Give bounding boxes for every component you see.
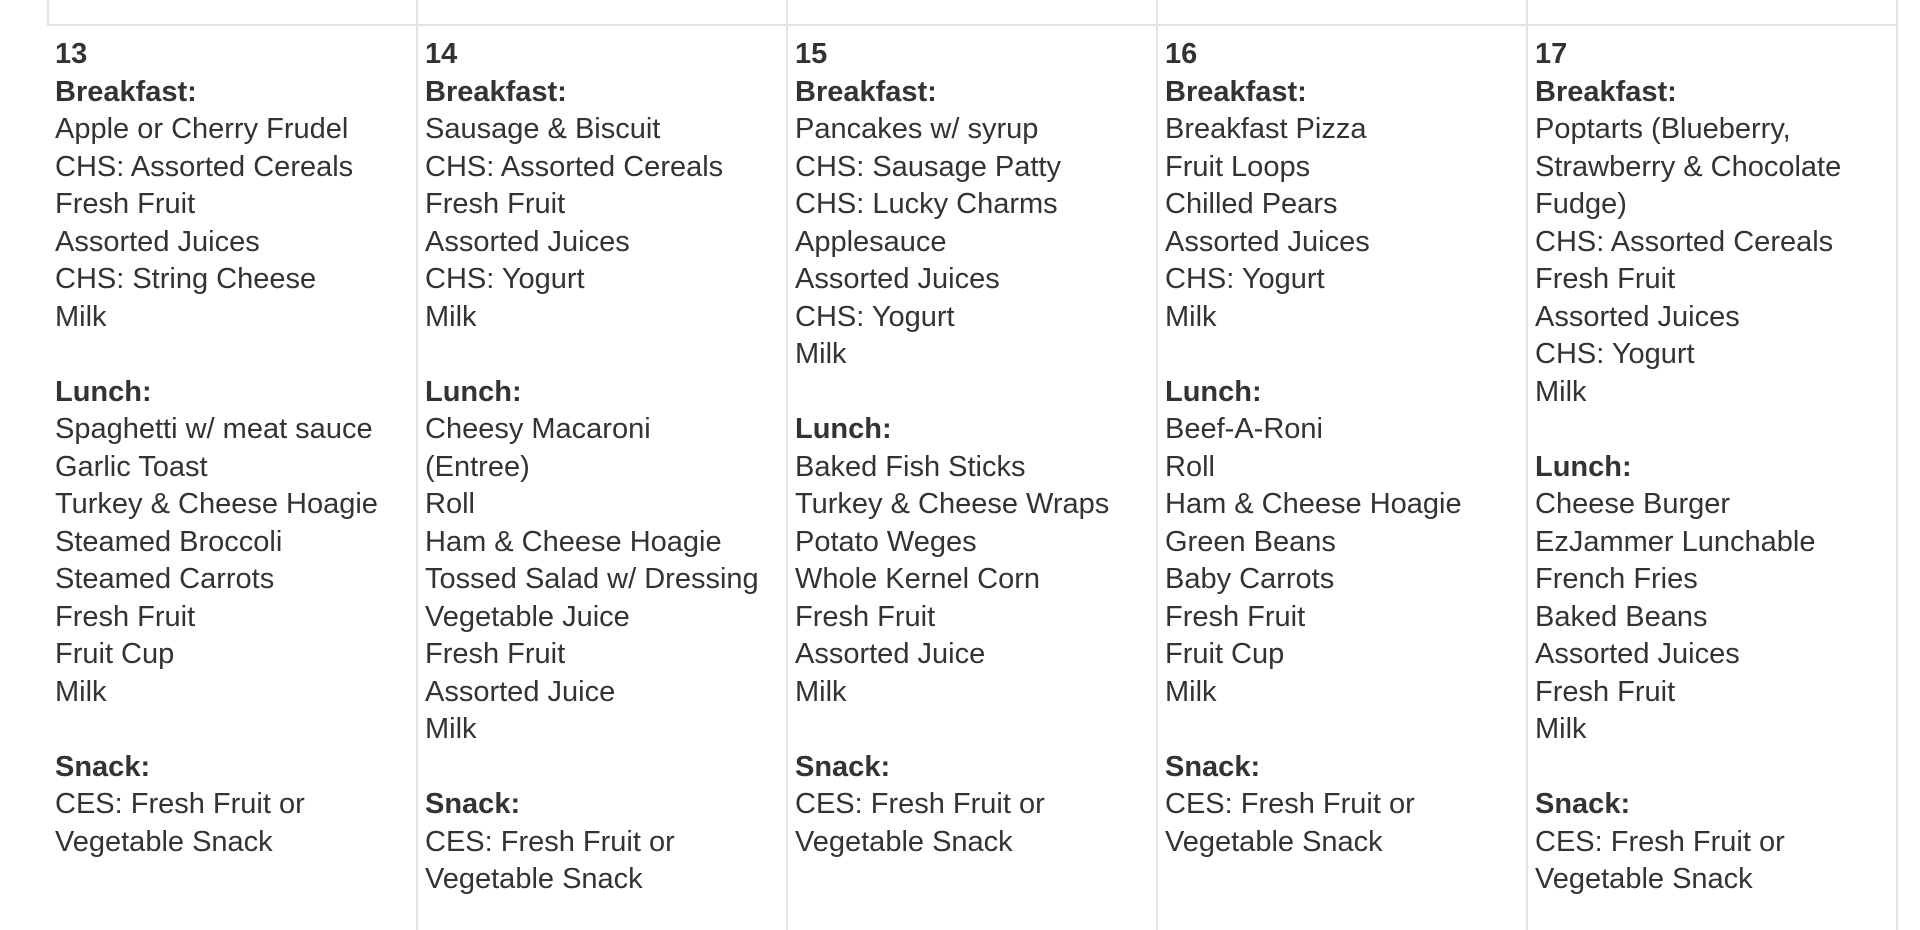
lunch-heading: Lunch: (55, 375, 152, 408)
menu-item: Turkey & Cheese Wraps (795, 488, 1110, 520)
menu-item: Assorted Juice (795, 638, 986, 670)
snack-heading: Snack: (795, 750, 891, 783)
snack-section (1165, 749, 1525, 862)
menu-item: Green Beans (1165, 525, 1336, 558)
menu-item: Breakfast Pizza (1165, 113, 1367, 145)
menu-item: French Fries (1535, 563, 1698, 595)
menu-item: Poptarts (Blueberry, Strawberry & Chocolate Fudge) (1535, 113, 1842, 220)
day-divider (48, 24, 418, 26)
snack-heading: Snack: (1535, 788, 1631, 820)
menu-item: Ham & Cheese Hoagie (1165, 488, 1462, 520)
menu-item: CHS: Yogurt (1535, 338, 1695, 370)
breakfast-section (795, 74, 1155, 374)
menu-item: Milk (55, 675, 107, 708)
menu-item: Fresh Fruit (425, 188, 566, 220)
snack-section (1535, 786, 1895, 899)
menu-item: Spaghetti w/ meat sauce (55, 413, 373, 445)
breakfast-section (1165, 74, 1525, 337)
day-cell-15 (788, 0, 1158, 930)
menu-item: Cheesy Macaroni (Entree) (425, 413, 651, 483)
menu-item: CES: Fresh Fruit or Vegetable Snack (795, 788, 1045, 858)
menu-item: Assorted Juices (795, 263, 1000, 295)
menu-item: Milk (795, 675, 847, 708)
menu-item: Milk (1165, 675, 1217, 708)
day-content (1535, 36, 1895, 899)
menu-item: CHS: Assorted Cereals (1535, 225, 1834, 258)
menu-item: EzJammer Lunchable (1535, 525, 1816, 558)
menu-item: CHS: Yogurt (795, 300, 955, 333)
menu-item: Applesauce (795, 225, 947, 258)
day-content (425, 36, 785, 899)
menu-item: Fruit Cup (55, 638, 175, 670)
menu-item: Roll (425, 488, 475, 520)
menu-item: CES: Fresh Fruit or Vegetable Snack (1535, 825, 1785, 895)
snack-section (795, 749, 1155, 862)
menu-item: Milk (1535, 375, 1587, 408)
menu-item: Assorted Juices (1165, 225, 1370, 258)
day-cell-14 (418, 0, 788, 930)
day-divider (1158, 24, 1528, 26)
day-number: 14 (425, 38, 458, 70)
menu-item: Roll (1165, 450, 1215, 483)
menu-item: Fresh Fruit (55, 600, 196, 633)
day-cell-17 (1528, 0, 1898, 930)
menu-item: Fruit Loops (1165, 150, 1311, 183)
menu-item: Milk (55, 300, 107, 333)
lunch-section (795, 411, 1155, 711)
day-divider (418, 24, 788, 26)
snack-heading: Snack: (425, 788, 521, 820)
breakfast-section (1535, 74, 1895, 412)
lunch-heading: Lunch: (1165, 375, 1262, 408)
menu-item: Fresh Fruit (55, 188, 196, 220)
menu-item: Vegetable Juice (425, 600, 630, 633)
breakfast-section (425, 74, 785, 337)
menu-item: Garlic Toast (55, 450, 208, 483)
day-number: 17 (1535, 38, 1568, 70)
menu-item: Baked Beans (1535, 600, 1708, 633)
breakfast-heading: Breakfast: (1535, 75, 1677, 108)
menu-item: CHS: String Cheese (55, 263, 317, 295)
day-number: 16 (1165, 38, 1198, 70)
day-number: 13 (55, 38, 88, 70)
breakfast-heading: Breakfast: (795, 75, 937, 108)
menu-item: Turkey & Cheese Hoagie (55, 488, 378, 520)
menu-item: Baby Carrots (1165, 563, 1335, 595)
menu-item: Baked Fish Sticks (795, 450, 1026, 483)
menu-item: Assorted Juices (1535, 638, 1740, 670)
lunch-section (55, 374, 415, 712)
day-number: 15 (795, 38, 828, 70)
day-content (1165, 36, 1525, 861)
menu-item: Milk (795, 338, 847, 370)
menu-item: CES: Fresh Fruit or Vegetable Snack (425, 825, 675, 895)
menu-item: Pancakes w/ syrup (795, 113, 1039, 145)
menu-item: CES: Fresh Fruit or Vegetable Snack (1165, 788, 1415, 858)
menu-item: Steamed Carrots (55, 563, 275, 595)
menu-item: Apple or Cherry Frudel (55, 113, 349, 145)
menu-item: Assorted Juices (1535, 300, 1740, 333)
menu-item: Milk (1165, 300, 1217, 333)
menu-item: Fresh Fruit (795, 600, 936, 633)
menu-item: Assorted Juice (425, 675, 616, 708)
breakfast-heading: Breakfast: (425, 75, 567, 108)
day-divider (788, 24, 1158, 26)
menu-item: Tossed Salad w/ Dressing (425, 563, 759, 595)
menu-item: CHS: Assorted Cereals (55, 150, 354, 183)
snack-section (55, 749, 415, 862)
menu-item: Sausage & Biscuit (425, 113, 661, 145)
snack-heading: Snack: (55, 750, 151, 783)
lunch-heading: Lunch: (795, 413, 892, 445)
breakfast-section (55, 74, 415, 337)
menu-item: Fresh Fruit (1535, 675, 1676, 708)
menu-item: Assorted Juices (55, 225, 260, 258)
lunch-section (1165, 374, 1525, 712)
menu-item: Milk (1535, 713, 1587, 745)
breakfast-heading: Breakfast: (55, 75, 197, 108)
lunch-section (425, 374, 785, 749)
menu-item: CHS: Assorted Cereals (425, 150, 724, 183)
day-cell-16 (1158, 0, 1528, 930)
menu-calendar-week (48, 0, 1898, 930)
menu-item: Fruit Cup (1165, 638, 1285, 670)
menu-item: Assorted Juices (425, 225, 630, 258)
menu-item: Cheese Burger (1535, 488, 1731, 520)
menu-item: Milk (425, 713, 477, 745)
menu-item: CHS: Yogurt (425, 263, 585, 295)
day-content (55, 36, 415, 861)
snack-section (425, 786, 785, 899)
lunch-heading: Lunch: (425, 375, 522, 408)
menu-item: Whole Kernel Corn (795, 563, 1040, 595)
menu-item: CHS: Yogurt (1165, 263, 1325, 295)
menu-item: Fresh Fruit (1535, 263, 1676, 295)
menu-item: Potato Weges (795, 525, 977, 558)
breakfast-heading: Breakfast: (1165, 75, 1307, 108)
menu-item: CHS: Sausage Patty (795, 150, 1061, 183)
menu-item: Chilled Pears (1165, 188, 1338, 220)
menu-item: Fresh Fruit (1165, 600, 1306, 633)
day-cell-13 (48, 0, 418, 930)
menu-item: Beef-A-Roni (1165, 413, 1323, 445)
snack-heading: Snack: (1165, 750, 1261, 783)
menu-item: Fresh Fruit (425, 638, 566, 670)
day-content (795, 36, 1155, 861)
lunch-heading: Lunch: (1535, 450, 1632, 483)
menu-item: CES: Fresh Fruit or Vegetable Snack (55, 788, 305, 858)
day-divider (1528, 24, 1898, 26)
menu-item: Steamed Broccoli (55, 525, 283, 558)
menu-item: CHS: Lucky Charms (795, 188, 1058, 220)
lunch-section (1535, 449, 1895, 749)
menu-item: Milk (425, 300, 477, 333)
menu-item: Ham & Cheese Hoagie (425, 525, 722, 558)
